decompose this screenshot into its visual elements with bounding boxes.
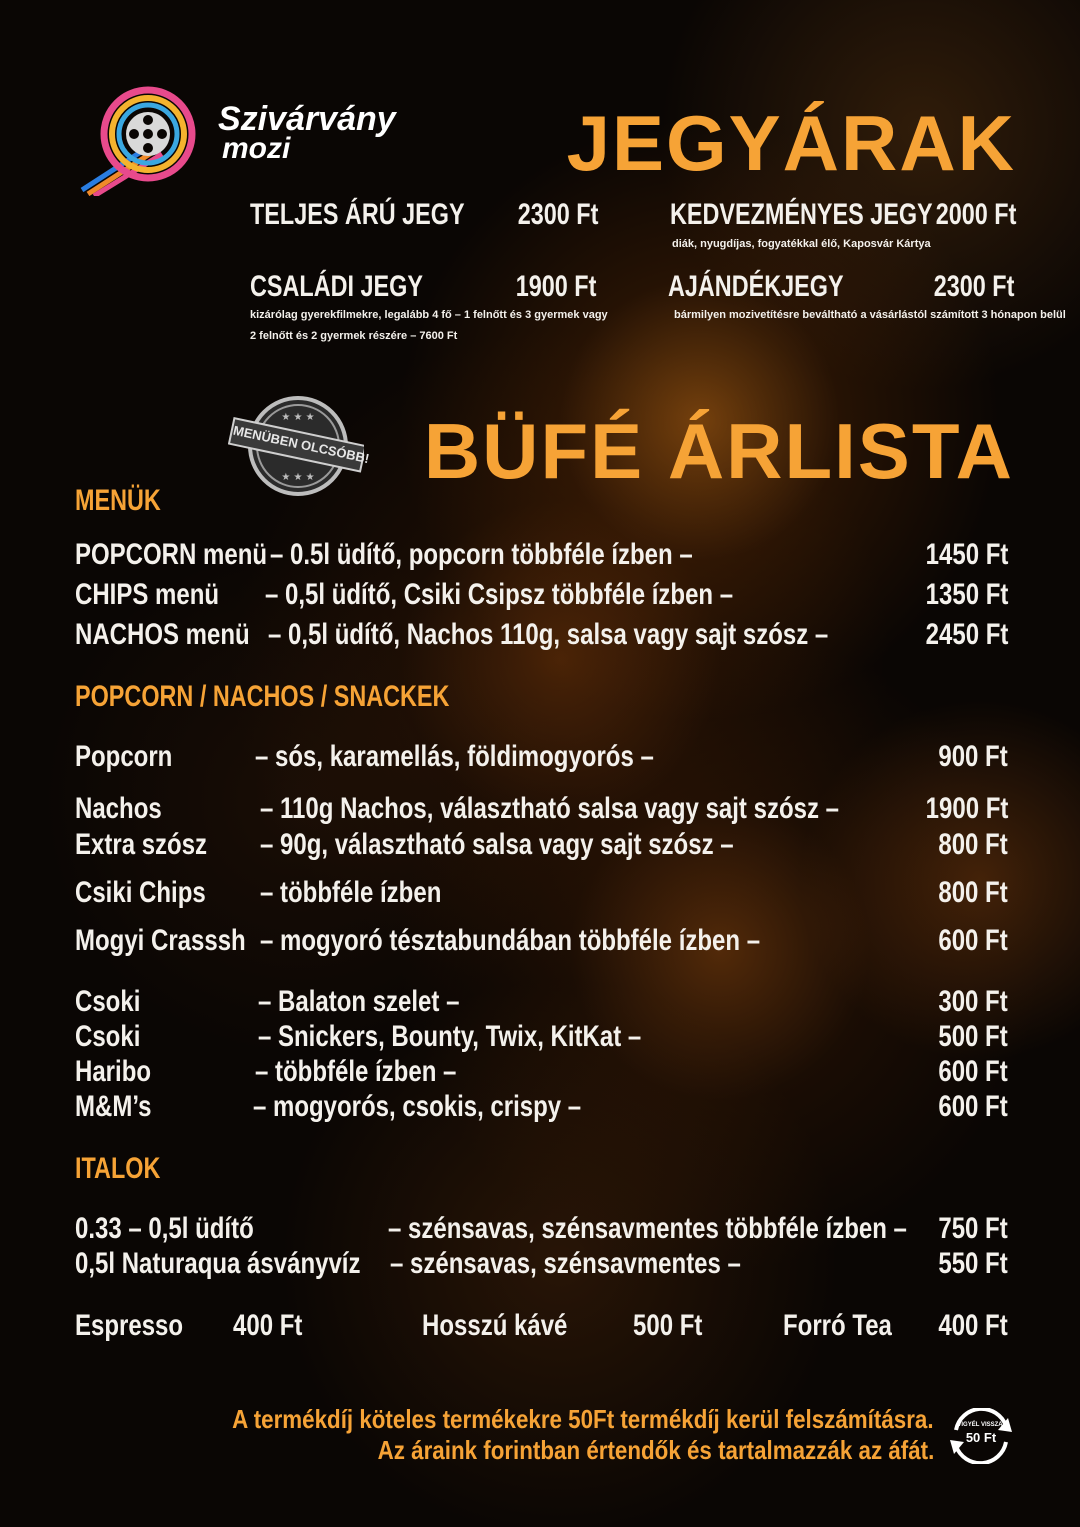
item-desc: – Snickers, Bounty, Twix, KitKat – [258,1020,642,1053]
item-price: 800 Ft [938,876,1008,909]
list-item [75,876,1008,916]
item-name: Nachos [75,792,162,825]
menu-cheaper-stamp [228,396,371,496]
coffee-row [75,1309,1008,1349]
item-name: Csoki [75,1020,141,1053]
item-name: Csiki Chips [75,876,206,909]
item-desc: – 0,5l üdítő, Nachos 110g, salsa vagy sajt szósz – [268,618,829,651]
list-item [75,538,1008,578]
coffee-name: Forró Tea [783,1309,892,1342]
svg-text:★ ★ ★: ★ ★ ★ [281,412,315,423]
item-price: 300 Ft [938,985,1008,1018]
ticket-discount-name: KEDVEZMÉNYES JEGY [670,198,933,231]
item-desc: – 0,5l üdítő, Csiki Csipsz többféle ízben – [265,578,734,611]
tickets-title: JEGYÁRAK [566,99,1016,187]
ticket-gift-name: AJÁNDÉKJEGY [668,270,844,303]
item-price: 1900 Ft [925,792,1008,825]
list-item [75,792,1008,832]
item-desc: – 0.5l üdítő, popcorn többféle ízben – [270,538,693,571]
list-item [75,618,1008,658]
item-price: 500 Ft [938,1020,1008,1053]
list-item [75,828,1008,868]
ticket-gift-price: 2300 Ft [933,270,1014,303]
item-name: Extra szósz [75,828,208,861]
coffee-name: Espresso [75,1309,184,1342]
list-item [75,1090,1008,1130]
ticket-family-price: 1900 Ft [515,270,596,303]
coffee-price: 400 Ft [233,1309,303,1342]
logo-subname: mozi [222,132,291,165]
logo-name: Szivárvány [218,100,396,138]
item-desc: – 90g, választható salsa vagy sajt szósz – [260,828,734,861]
ticket-family-note: kizárólag gyerekfilmekre, legalább 4 fő – 1 felnőtt és 3 gyermek vagy [250,309,608,321]
item-desc: – többféle ízben [260,876,442,909]
item-name: NACHOS menü [75,618,250,651]
item-desc: – szénsavas, szénsavmentes többféle ízben – [388,1212,907,1245]
list-item [75,924,1008,964]
item-name: Haribo [75,1055,152,1088]
ticket-discount-note: diák, nyugdíjas, fogyatékkal élő, Kaposvár Kártya [672,238,931,250]
item-name: Mogyi Crasssh [75,924,246,957]
list-item [75,1212,1008,1252]
list-item [75,578,1008,618]
coffee-price: 400 Ft [938,1309,1008,1342]
list-item [75,740,1008,780]
ticket-gift-note: bármilyen mozivetítésre beváltható a vásárlástól számított 3 hónapon belül [674,309,1066,321]
badge-top-text: VIGYÉL VISSZA! [957,1422,1005,1428]
film-reel-logo-icon [80,86,205,196]
item-price: 800 Ft [938,828,1008,861]
item-desc: – 110g Nachos, választható salsa vagy sajt szósz – [260,792,839,825]
ticket-full-name: TELJES ÁRÚ JEGY [250,198,465,231]
item-desc: – mogyoró tésztabundában többféle ízben – [260,924,761,957]
item-desc: – mogyorós, csokis, crispy – [253,1090,582,1123]
item-name: CHIPS menü [75,578,220,611]
item-price: 2450 Ft [925,618,1008,651]
item-price: 600 Ft [938,1055,1008,1088]
coffee-price: 500 Ft [633,1309,703,1342]
section-title-snacks: POPCORN / NACHOS / SNACKEK [75,680,450,713]
item-name: 0.33 – 0,5l üdítő [75,1212,254,1245]
item-price: 1350 Ft [925,578,1008,611]
ticket-discount-price: 2000 Ft [935,198,1016,231]
item-price: 750 Ft [938,1212,1008,1245]
item-price: 900 Ft [938,740,1008,773]
stamp-text: MENÜBEN OLCSÓBB! [231,422,371,467]
item-name: Popcorn [75,740,173,773]
footer-note-vat: Az áraink forintban értendők és tartalmazzák az áfát. [377,1435,934,1465]
footer-note-fee: A termékdíj köteles termékekre 50Ft termékdíj kerül felszámításra. [232,1404,934,1434]
ticket-family-name: CSALÁDI JEGY [250,270,423,303]
item-desc: – többféle ízben – [255,1055,457,1088]
buffet-title: BÜFÉ ÁRLISTA [423,407,1014,495]
item-desc: – sós, karamellás, földimogyorós – [255,740,654,773]
item-desc: – Balaton szelet – [258,985,460,1018]
item-name: M&M’s [75,1090,152,1123]
badge-amount: 50 Ft [965,1430,997,1445]
list-item [75,1020,1008,1060]
coffee-name: Hosszú kávé [422,1309,568,1342]
ticket-full-price: 2300 Ft [517,198,598,231]
list-item [75,1055,1008,1095]
item-name: Csoki [75,985,141,1018]
deposit-badge [946,1408,1016,1464]
list-item [75,1247,1008,1287]
item-price: 1450 Ft [925,538,1008,571]
item-price: 550 Ft [938,1247,1008,1280]
item-desc: – szénsavas, szénsavmentes – [390,1247,741,1280]
svg-text:★ ★ ★: ★ ★ ★ [281,472,315,483]
section-title-menus: MENÜK [75,484,161,517]
ticket-family-note-2: 2 felnőtt és 2 gyermek részére – 7600 Ft [250,330,458,342]
item-price: 600 Ft [938,1090,1008,1123]
item-price: 600 Ft [938,924,1008,957]
item-name: POPCORN menü [75,538,268,571]
item-name: 0,5l Naturaqua ásványvíz [75,1247,361,1280]
list-item [75,985,1008,1025]
section-title-drinks: ITALOK [75,1152,161,1185]
